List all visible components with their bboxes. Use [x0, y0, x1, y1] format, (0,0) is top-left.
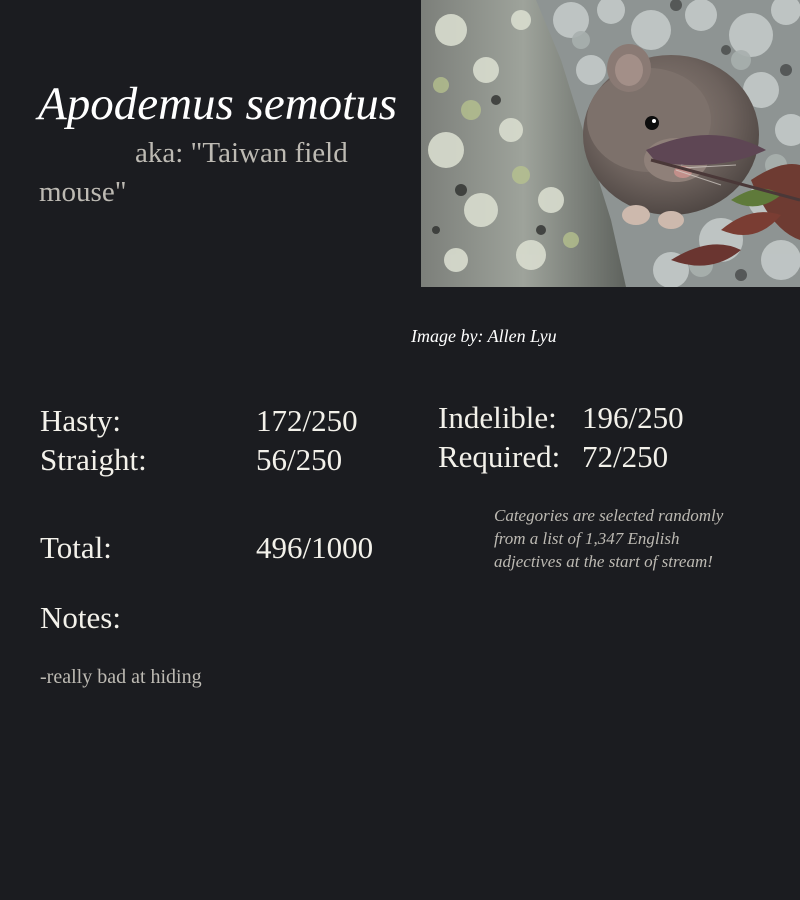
hasty-value: 172/250 [256, 403, 358, 438]
required-value: 72/250 [582, 439, 669, 474]
categories-note: Categories are selected randomly from a list of 1,347 English adjectives at the start of stream! [494, 506, 724, 571]
indelible-label: Indelible: [438, 400, 557, 435]
image-credit: Image by: Allen Lyu [411, 326, 557, 346]
total-value: 496/1000 [256, 530, 374, 565]
straight-label: Straight: [40, 442, 147, 477]
mouse-photo [421, 0, 800, 287]
notes-heading: Notes: [40, 600, 121, 635]
hasty-label: Hasty: [40, 403, 121, 438]
species-name: Apodemus semotus [38, 78, 397, 130]
total-label: Total: [40, 530, 112, 565]
notes-item: -really bad at hiding [40, 666, 202, 688]
mouse-photo-illustration [421, 0, 800, 287]
indelible-value: 196/250 [582, 400, 684, 435]
common-name: aka: "Taiwan field mouse" [39, 137, 348, 208]
required-label: Required: [438, 439, 561, 474]
straight-value: 56/250 [256, 442, 343, 477]
